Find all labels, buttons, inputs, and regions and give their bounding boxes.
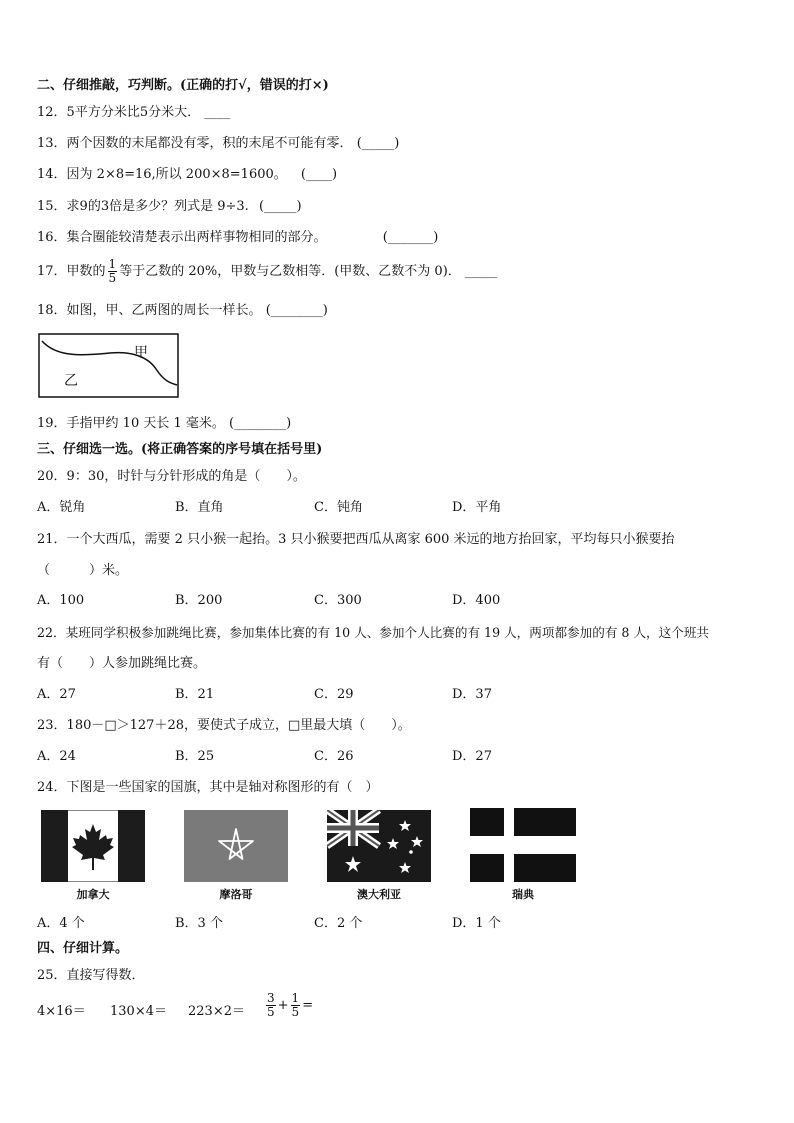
plus-sign: +: [277, 998, 289, 1013]
fraction-numerator: 1: [108, 257, 117, 271]
morocco-flag-image: [184, 810, 288, 882]
option-b[interactable]: B．直角: [175, 500, 224, 515]
section-3-title: 三、仔细选一选。(将正确答案的序号填在括号里): [37, 442, 323, 457]
figure-label-yi: 乙: [64, 373, 78, 389]
question-23-stem: 23．180－□＞127＋28，要使式子成立，□里最大填（ ）。: [37, 718, 411, 733]
figure-curve: [42, 341, 177, 385]
answer-blank[interactable]: ____: [204, 105, 231, 120]
question-12: [37, 104, 230, 122]
fraction: [108, 258, 118, 285]
fraction: [266, 992, 276, 1019]
question-21-stem-cont: （ ）米。: [37, 563, 129, 578]
section-4-title: 四、仔细计算。: [37, 941, 129, 956]
question-text: 等于乙数的 20%，甲数与乙数相等．(甲数、乙数不为 0)．: [119, 264, 461, 279]
calc-expr-3[interactable]: 223×2＝: [188, 1004, 245, 1019]
question-text: 16．集合圈能较清楚表示出两样事物相同的部分。: [37, 230, 327, 245]
calc-expr-2[interactable]: 130×4＝: [110, 1004, 167, 1019]
question-text: 12．5平方分米比5分米大．: [37, 105, 201, 120]
fraction-denominator: 5: [291, 1005, 300, 1019]
option-a[interactable]: A．24: [37, 749, 76, 764]
question-22-stem-cont: 有（ ）人参加跳绳比赛。: [37, 656, 207, 671]
question-24-stem: 24．下图是一些国家的国旗，其中是轴对称图形的有（ ）: [37, 780, 379, 795]
option-b[interactable]: B．3 个: [175, 916, 223, 931]
question-20-stem: 20．9：30，时针与分针形成的角是（ ）。: [37, 469, 306, 484]
option-a[interactable]: A．27: [37, 687, 76, 702]
question-text: 13．两个因数的末尾都没有零，积的末尾不可能有零．: [37, 136, 353, 151]
option-d[interactable]: D．平角: [452, 500, 502, 515]
question-text: 17．甲数的: [37, 264, 106, 279]
flag-caption-morocco: 摩洛哥: [219, 888, 253, 901]
question-22-stem: 22．某班同学积极参加跳绳比赛，参加集体比赛的有 10 人、参加个人比赛的有 19 人，两项都参加的有 8 人，这个班共: [37, 625, 710, 640]
answer-blank[interactable]: (_____): [356, 136, 400, 151]
answer-blank[interactable]: (_____): [258, 199, 302, 214]
fraction: [291, 992, 301, 1019]
question-21-stem: 21．一个大西瓜，需要 2 只小猴一起抬。3 只小猴要把西瓜从离家 600 米远的地方抬回家，平均每只小猴要抬: [37, 532, 675, 547]
question-17: [37, 258, 497, 285]
option-c[interactable]: C．2 个: [314, 916, 363, 931]
question-19: [37, 415, 291, 433]
figure-label-jia: 甲: [134, 345, 148, 361]
figure-border: [39, 334, 178, 397]
calc-expr-1[interactable]: 4×16＝: [37, 1004, 86, 1019]
question-text: 18．如图，甲、乙两图的周长一样长。: [37, 303, 262, 318]
sweden-flag-image: [470, 808, 576, 882]
question-text: 14．因为 2×8=16,所以 200×8=1600。: [37, 167, 287, 182]
fraction-denominator: 5: [267, 1005, 275, 1019]
question-18: [37, 302, 328, 320]
question-text: 15．求9的3倍是多少？列式是 9÷3.: [37, 199, 249, 214]
option-d[interactable]: D．1 个: [452, 916, 501, 931]
option-d[interactable]: D．27: [452, 749, 492, 764]
question-text: 19．手指甲约 10 天长 1 毫米。: [37, 416, 225, 431]
section-2-title: 二、仔细推敲，巧判断。(正确的打√，错误的打×): [37, 78, 329, 93]
fraction-denominator: 5: [108, 271, 117, 285]
option-b[interactable]: B．200: [175, 593, 223, 608]
fraction-numerator: 1: [291, 991, 300, 1005]
option-c[interactable]: C．29: [314, 687, 354, 702]
question-15: [37, 198, 302, 216]
australia-flag-image: [327, 810, 431, 882]
fraction-numerator: 3: [267, 991, 275, 1005]
flag-caption-sweden: 瑞典: [512, 888, 534, 901]
flag-caption-australia: 澳大利亚: [357, 888, 401, 901]
question-25-stem: 25．直接写得数．: [37, 968, 145, 983]
option-d[interactable]: D．400: [452, 593, 501, 608]
option-d[interactable]: D．37: [452, 687, 492, 702]
question-13: [37, 135, 399, 153]
answer-blank[interactable]: _____: [464, 264, 498, 279]
flag-caption-canada: 加拿大: [76, 888, 110, 901]
answer-blank[interactable]: (________): [265, 303, 328, 318]
option-b[interactable]: B．25: [175, 749, 215, 764]
answer-blank[interactable]: (________): [229, 416, 292, 431]
question-16: [37, 229, 438, 247]
option-c[interactable]: C．300: [314, 593, 362, 608]
answer-blank[interactable]: (____): [300, 167, 338, 182]
question-14: [37, 166, 337, 184]
option-c[interactable]: C．钝角: [314, 500, 363, 515]
option-a[interactable]: A．100: [37, 593, 85, 608]
perimeter-figure: [38, 333, 180, 399]
option-b[interactable]: B．21: [175, 687, 215, 702]
option-a[interactable]: A．锐角: [37, 500, 86, 515]
answer-blank[interactable]: (_______): [382, 230, 439, 245]
option-a[interactable]: A．4 个: [37, 916, 85, 931]
equals-sign: =: [302, 998, 314, 1013]
option-c[interactable]: C．26: [314, 749, 354, 764]
canada-flag-image: [41, 810, 145, 882]
calc-expr-4[interactable]: [264, 992, 313, 1019]
union-jack-icon: [327, 810, 379, 846]
